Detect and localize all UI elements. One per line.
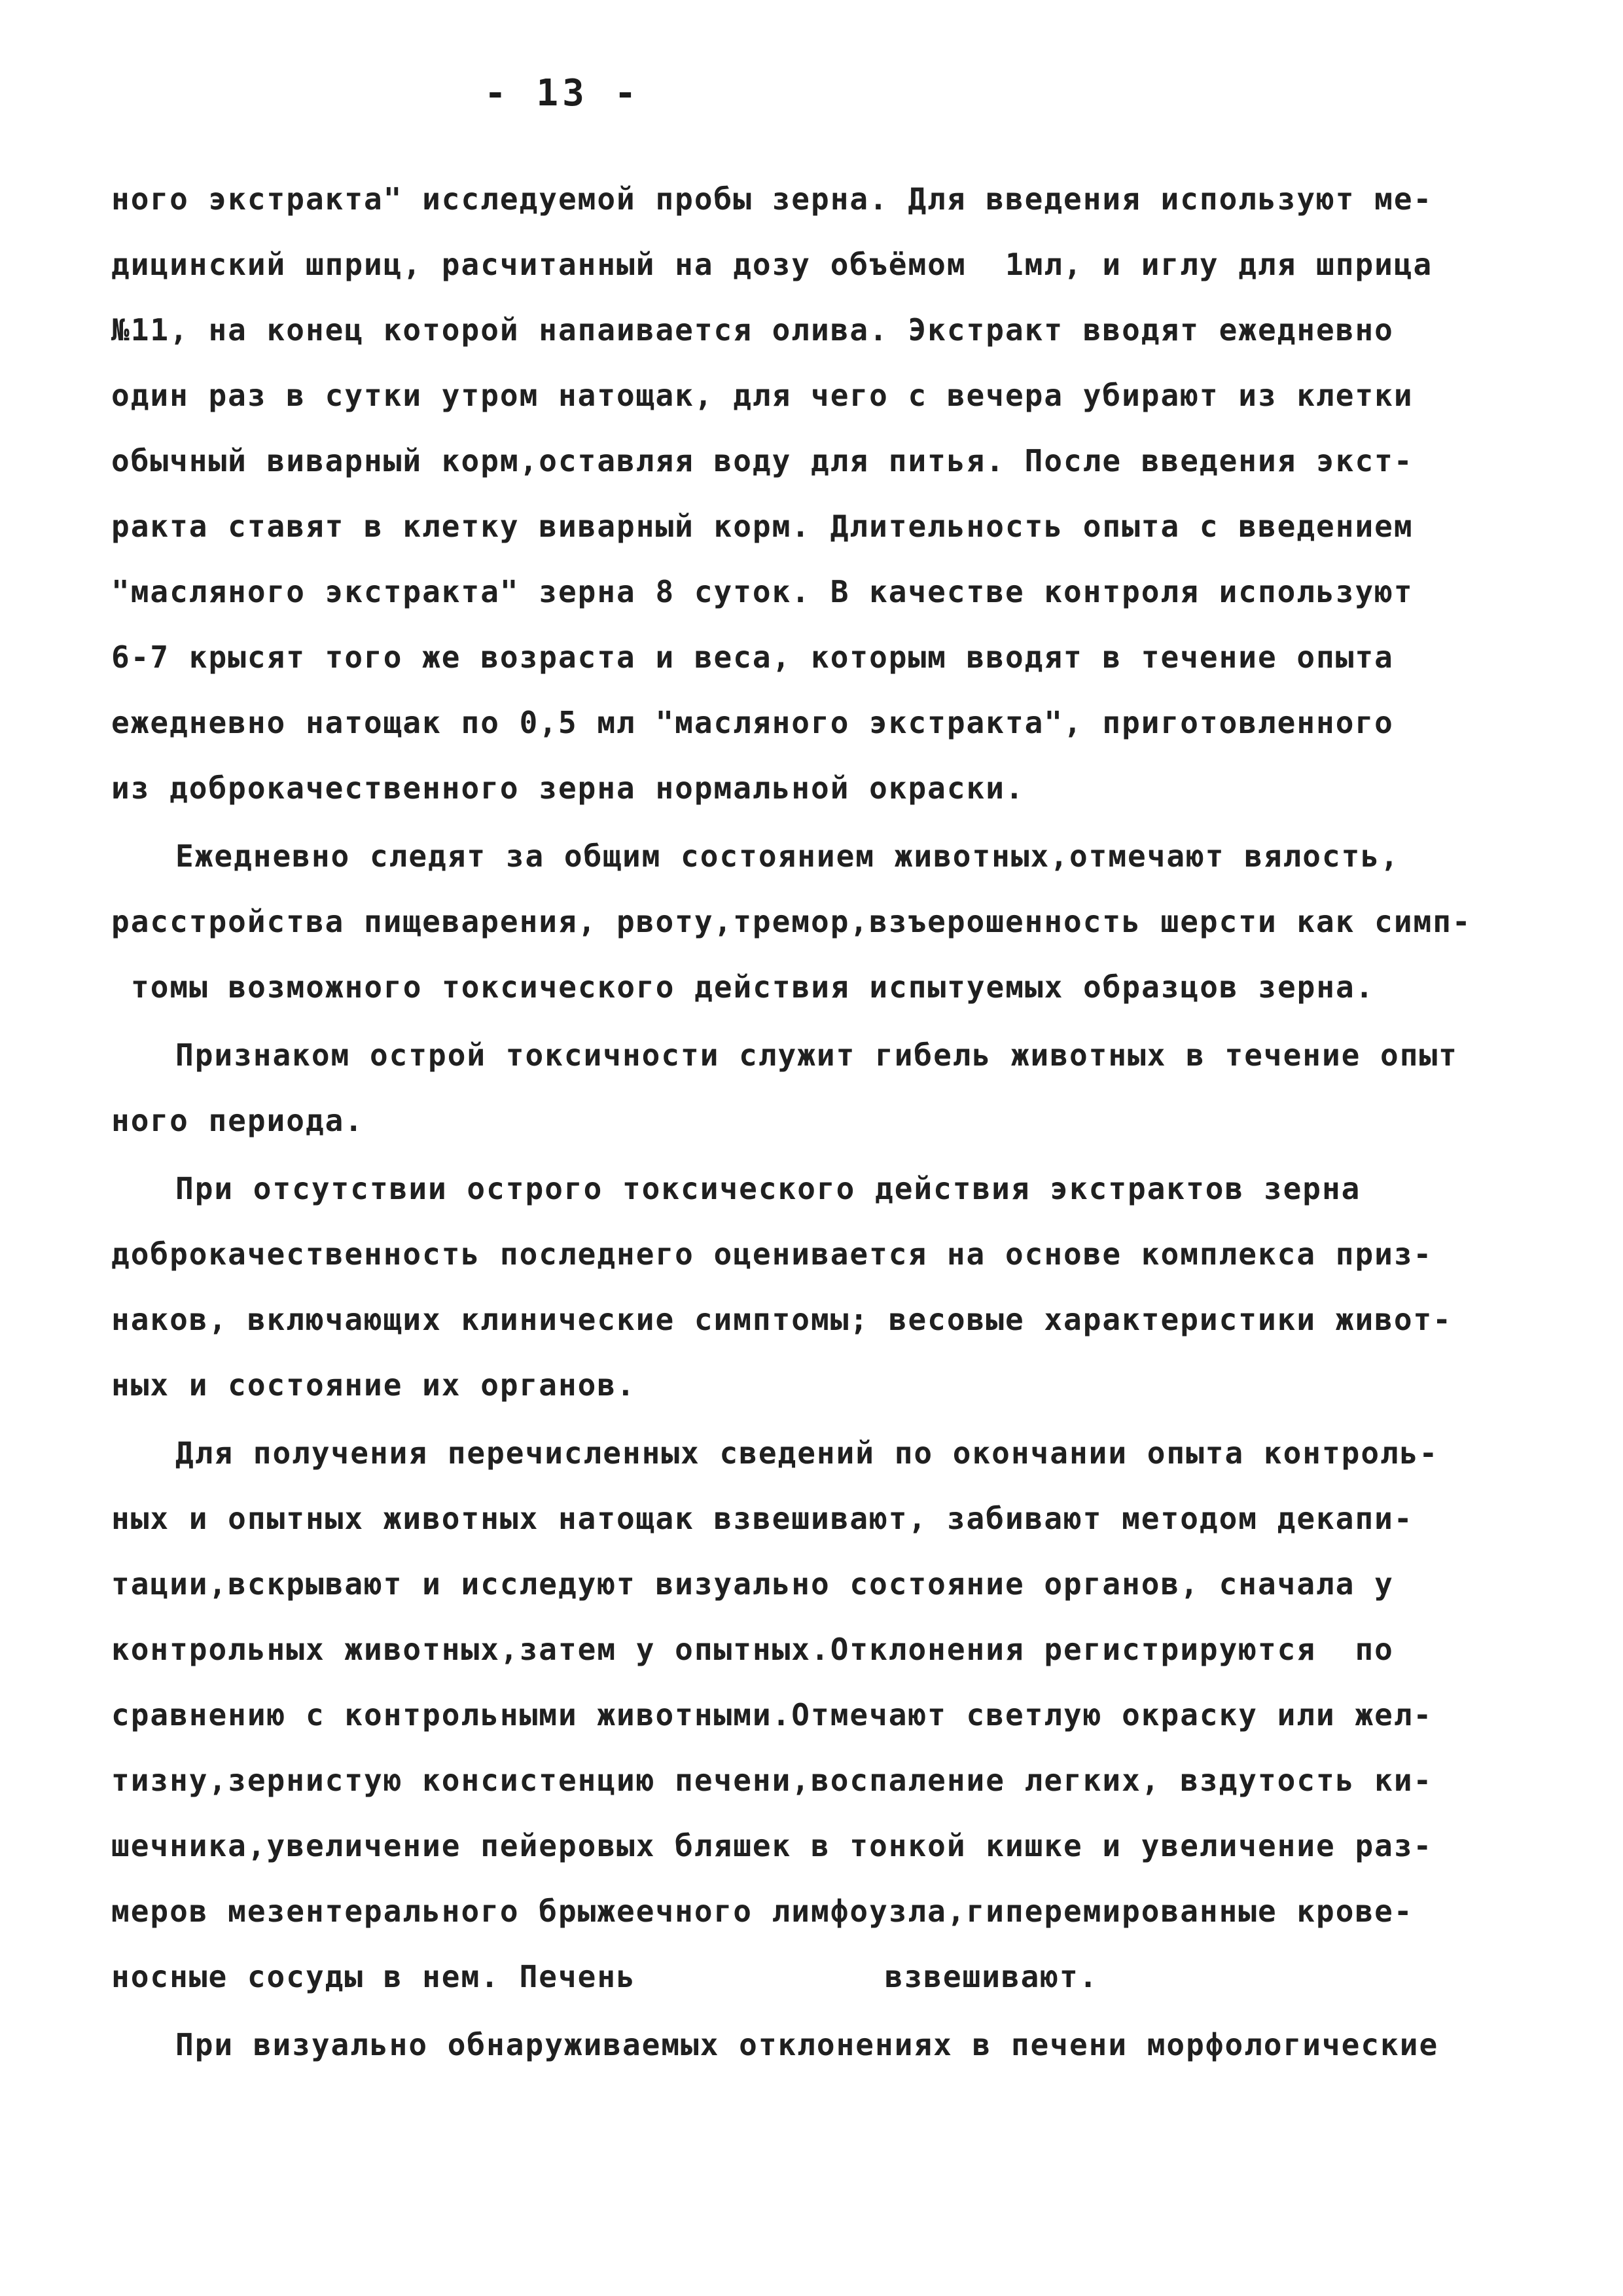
text-line-24: сравнению с контрольными животными.Отмечают светлую окраску или жел- [111,1697,1433,1732]
text-line-28 [111,1958,1098,1995]
text-line-14: Признаком острой токсичности служит гибель животных в течение опыт [175,1037,1458,1073]
text-line-23: контрольных животных,затем у опытных.Отклонения регистрируются по [111,1632,1394,1667]
text-line-3: №11, на конец которой напаивается олива. Экстракт вводят ежедневно [111,312,1394,348]
text-line-16: При отсутствии острого токсического действия экстрактов зерна [175,1171,1361,1206]
text-line-26: шечника,увеличение пейеровых бляшек в тонкой кишке и увеличение раз- [111,1828,1433,1863]
text-line-17: доброкачественность последнего оценивается на основе комплекса приз- [111,1236,1433,1272]
text-line-8: 6-7 крысят того же возраста и веса, которым вводят в течение опыта [111,639,1394,675]
text-line-2: дицинский шприц, расчитанный на дозу объёмом 1мл, и иглу для шприца [111,247,1433,282]
text-line-18: наков, включающих клинические симптомы; весовые характеристики живот- [111,1302,1452,1337]
text-line-4: один раз в сутки утром натощак, для чего с вечера убирают из клетки [111,378,1414,413]
text-line-7: "масляного экстракта" зерна 8 суток. В качестве контроля используют [111,574,1414,609]
text-line-29: При визуально обнаруживаемых отклонениях в печени морфологические [175,2027,1439,2062]
text-line-6: ракта ставят в клетку виварный корм. Длительность опыта с введением [111,509,1414,544]
text-line-15: ного периода. [111,1103,365,1138]
page-number: - 13 - [484,72,641,115]
text-line-10: из доброкачественного зерна нормальной окраски. [111,770,1025,806]
text-line-28-end: взвешивают. [884,1959,1099,1994]
text-line-25: тизну,зернистую консистенцию печени,воспаление легких, вздутость ки- [111,1763,1433,1798]
text-line-13: томы возможного токсического действия испытуемых образцов зерна. [131,969,1375,1005]
text-line-22: тации,вскрывают и исследуют визуально состояние органов, сначала у [111,1566,1394,1602]
text-line-5: обычный виварный корм,оставляя воду для питья. После введения экст- [111,443,1414,478]
text-line-20: Для получения перечисленных сведений по окончании опыта контроль- [175,1435,1439,1471]
text-line-27: меров мезентерального брыжеечного лимфоузла,гиперемированные крове- [111,1893,1414,1929]
text-line-28-start: носные сосуды в нем. Печень [111,1959,636,1994]
text-line-19: ных и состояние их органов. [111,1367,636,1403]
text-line-9: ежедневно натощак по 0,5 мл "масляного экстракта", приготовленного [111,705,1394,740]
text-line-12: расстройства пищеварения, рвоту,тремор,взъерошенность шерсти как симп- [111,904,1472,939]
text-line-21: ных и опытных животных натощак взвешивают, забивают методом декапи- [111,1501,1414,1536]
text-line-1: ного экстракта" исследуемой пробы зерна. Для введения используют ме- [111,181,1433,217]
text-line-11: Ежедневно следят за общим состоянием животных,отмечают вялость, [175,838,1400,874]
